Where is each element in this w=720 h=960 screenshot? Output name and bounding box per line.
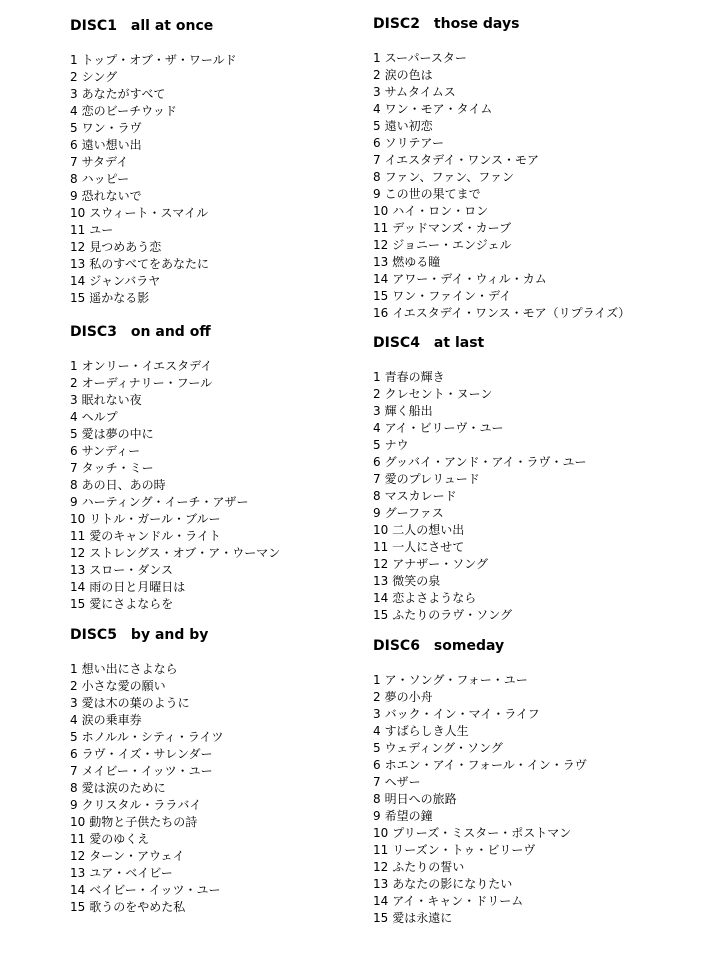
disc-4 — [373, 335, 586, 624]
track-item — [70, 239, 360, 256]
track-number: 13 — [70, 563, 86, 577]
track-title: ウェディング・ソング — [384, 741, 503, 755]
track-title: メイビー・イッツ・ユー — [81, 764, 213, 778]
track-item — [70, 729, 224, 746]
track-title: 愛は木の葉のように — [81, 696, 190, 710]
track-title: 私のすべてをあなたに — [89, 257, 210, 271]
track-number: 1 — [373, 673, 381, 687]
track-item — [373, 386, 586, 403]
track-item — [70, 545, 280, 562]
track-number: 12 — [70, 240, 86, 254]
track-title: スーパースター — [384, 51, 467, 65]
track-title: 恋のビーチウッド — [81, 104, 177, 118]
track-number: 10 — [373, 204, 389, 218]
track-item — [373, 186, 713, 203]
track-item — [373, 237, 713, 254]
track-item — [373, 573, 586, 590]
track-item — [373, 689, 587, 706]
track-title: グーファス — [384, 506, 444, 520]
track-title: サムタイムス — [384, 85, 456, 99]
track-number: 3 — [70, 87, 78, 101]
track-item — [373, 369, 586, 386]
track-title: 愛にさよならを — [89, 597, 174, 611]
track-title: 雨の日と月曜日は — [89, 580, 186, 594]
track-title: ア・ソング・フォー・ユー — [384, 673, 528, 687]
track-title: オンリー・イエスタデイ — [81, 359, 213, 373]
track-title: 微笑の泉 — [392, 574, 441, 588]
track-number: 12 — [373, 860, 389, 874]
track-item — [373, 706, 587, 723]
track-title: アイ・キャン・ドリーム — [392, 894, 524, 908]
track-item — [373, 859, 587, 876]
track-item — [373, 522, 586, 539]
track-item — [70, 712, 224, 729]
track-number: 13 — [70, 866, 86, 880]
track-title: ストレングス・オブ・ア・ウーマン — [89, 546, 281, 560]
track-item — [373, 152, 713, 169]
track-title: ワン・モア・タイム — [384, 102, 493, 116]
track-number: 2 — [373, 690, 381, 704]
track-number: 8 — [70, 781, 78, 795]
track-number: 2 — [70, 376, 78, 390]
track-number: 9 — [373, 809, 381, 823]
track-title: 愛は夢の中に — [81, 427, 154, 441]
track-number: 6 — [373, 758, 381, 772]
track-item — [70, 256, 360, 273]
track-number: 7 — [373, 153, 381, 167]
track-number: 11 — [70, 832, 86, 846]
track-number: 12 — [373, 238, 389, 252]
track-number: 12 — [373, 557, 389, 571]
track-title: クレセント・ヌーン — [384, 387, 493, 401]
track-number: 7 — [373, 472, 381, 486]
track-title: 青春の輝き — [384, 370, 445, 384]
track-title: 見つめあう恋 — [89, 240, 162, 254]
track-title: 一人にさせて — [392, 540, 465, 554]
track-title: 明日への旅路 — [384, 792, 457, 806]
track-item — [70, 154, 360, 171]
track-title: アイ・ビリーヴ・ユー — [384, 421, 504, 435]
track-title: ハイ・ロン・ロン — [392, 204, 489, 218]
track-title: トップ・オブ・ザ・ワールド — [81, 53, 237, 67]
track-number: 6 — [70, 747, 78, 761]
track-item — [70, 222, 360, 239]
track-number: 8 — [70, 172, 78, 186]
track-title: 愛は永遠に — [392, 911, 453, 925]
track-item — [70, 780, 224, 797]
track-item — [373, 740, 587, 757]
track-number: 8 — [373, 489, 381, 503]
track-item — [373, 723, 587, 740]
track-title: ベイビー・イッツ・ユー — [89, 883, 221, 897]
track-item — [373, 118, 713, 135]
track-item — [70, 848, 224, 865]
track-title: バック・イン・マイ・ライフ — [384, 707, 540, 721]
track-number: 10 — [373, 826, 389, 840]
track-title: クリスタル・ララバイ — [81, 798, 202, 812]
track-title: スロー・ダンス — [89, 563, 174, 577]
track-title: リトル・ガール・ブルー — [89, 512, 221, 526]
disc-6 — [373, 638, 587, 927]
track-number: 11 — [373, 540, 389, 554]
track-title: ホノルル・シティ・ライツ — [81, 730, 224, 744]
track-title: あの日、あの時 — [81, 478, 166, 492]
track-number: 5 — [373, 438, 381, 452]
track-item — [70, 120, 360, 137]
track-title: 想い出にさよなら — [81, 662, 178, 676]
track-item — [70, 661, 224, 678]
track-item — [70, 562, 280, 579]
track-title: グッバイ・アンド・アイ・ラヴ・ユー — [384, 455, 587, 469]
track-item — [373, 488, 586, 505]
track-number: 9 — [70, 798, 78, 812]
track-title: 遠い初恋 — [384, 119, 433, 133]
track-number: 5 — [373, 119, 381, 133]
track-number: 8 — [70, 478, 78, 492]
track-item — [373, 774, 587, 791]
track-number: 11 — [373, 843, 389, 857]
track-title: シング — [81, 70, 118, 84]
track-item — [70, 171, 360, 188]
track-title: 眠れない夜 — [81, 393, 142, 407]
track-title: ユー — [89, 223, 114, 237]
track-number: 1 — [373, 370, 381, 384]
track-number: 3 — [373, 707, 381, 721]
track-item — [70, 86, 360, 103]
track-list — [70, 358, 280, 613]
track-item — [373, 607, 586, 624]
track-item — [70, 477, 280, 494]
track-item — [70, 443, 280, 460]
track-number: 11 — [70, 223, 86, 237]
track-item — [70, 899, 224, 916]
track-title: サンディー — [81, 444, 141, 458]
track-number: 13 — [373, 574, 389, 588]
track-item — [373, 254, 713, 271]
track-item — [373, 842, 587, 859]
track-number: 12 — [70, 546, 86, 560]
track-number: 4 — [70, 410, 78, 424]
track-number: 15 — [70, 597, 86, 611]
track-number: 5 — [70, 121, 78, 135]
track-title: デッドマンズ・カーブ — [392, 221, 512, 235]
track-item — [373, 454, 586, 471]
track-item — [373, 203, 713, 220]
track-title: ふたりのラヴ・ソング — [392, 608, 513, 622]
track-title: スウィート・スマイル — [89, 206, 209, 220]
track-title: ホエン・アイ・フォール・イン・ラヴ — [384, 758, 587, 772]
left-column — [70, 18, 360, 914]
track-item — [70, 460, 280, 477]
track-title: ふたりの誓い — [392, 860, 465, 874]
track-number: 16 — [373, 306, 389, 320]
track-number: 14 — [373, 894, 389, 908]
track-number: 15 — [373, 911, 389, 925]
track-number: 10 — [373, 523, 389, 537]
track-list — [373, 369, 586, 624]
track-number: 1 — [373, 51, 381, 65]
track-number: 15 — [373, 289, 389, 303]
track-title: リーズン・トゥ・ビリーヴ — [392, 843, 536, 857]
track-item — [70, 678, 224, 695]
track-number: 2 — [70, 679, 78, 693]
track-item — [70, 511, 280, 528]
track-number: 13 — [70, 257, 86, 271]
track-item — [373, 825, 587, 842]
track-title: 動物と子供たちの詩 — [89, 815, 198, 829]
track-item — [373, 437, 586, 454]
track-title: 涙の乗車券 — [81, 713, 142, 727]
track-item — [373, 220, 713, 237]
track-item — [373, 893, 587, 910]
track-number: 15 — [70, 900, 86, 914]
track-number: 9 — [373, 187, 381, 201]
track-number: 8 — [373, 792, 381, 806]
track-number: 4 — [373, 421, 381, 435]
track-number: 7 — [373, 775, 381, 789]
track-title: 燃ゆる瞳 — [392, 255, 441, 269]
disc-title: DISC1 all at once — [70, 18, 214, 34]
track-number: 15 — [373, 608, 389, 622]
track-title: 輝く船出 — [384, 404, 433, 418]
track-title: 遥かなる影 — [89, 291, 150, 305]
track-number: 4 — [373, 102, 381, 116]
track-item — [70, 409, 280, 426]
track-item — [70, 69, 360, 86]
track-title: ターン・アウェイ — [89, 849, 185, 863]
track-item — [70, 494, 280, 511]
track-title: イエスタデイ・ワンス・モア — [384, 153, 539, 167]
disc-title: DISC6 someday — [373, 638, 505, 654]
track-item — [70, 103, 360, 120]
track-item — [373, 505, 586, 522]
track-title: 二人の想い出 — [392, 523, 465, 537]
track-item — [373, 471, 586, 488]
track-title: 愛のプレリュード — [384, 472, 480, 486]
track-number: 13 — [373, 255, 389, 269]
track-item — [70, 865, 224, 882]
track-item — [373, 403, 586, 420]
track-item — [70, 358, 280, 375]
track-item — [70, 290, 360, 307]
track-item — [70, 596, 280, 613]
track-title: あなたがすべて — [81, 87, 166, 101]
track-number: 5 — [70, 730, 78, 744]
track-number: 14 — [373, 591, 389, 605]
track-item — [373, 67, 713, 84]
track-title: ハーティング・イーチ・アザー — [81, 495, 249, 509]
track-title: ナウ — [384, 438, 409, 452]
track-title: ジャンバラヤ — [89, 274, 161, 288]
track-number: 14 — [70, 580, 86, 594]
track-item — [373, 420, 586, 437]
track-number: 10 — [70, 512, 86, 526]
track-item — [70, 375, 280, 392]
track-number: 3 — [70, 696, 78, 710]
track-number: 8 — [373, 170, 381, 184]
track-title: ハッピー — [81, 172, 130, 186]
track-number: 4 — [373, 724, 381, 738]
track-item — [373, 84, 713, 101]
track-item — [373, 876, 587, 893]
track-title: タッチ・ミー — [81, 461, 154, 475]
disc-title: DISC4 at last — [373, 335, 485, 351]
track-item — [70, 797, 224, 814]
track-number: 3 — [373, 85, 381, 99]
track-title: 歌うのをやめた私 — [89, 900, 186, 914]
track-number: 11 — [373, 221, 389, 235]
track-item — [373, 808, 587, 825]
track-item — [70, 695, 224, 712]
track-number: 2 — [373, 387, 381, 401]
track-number: 4 — [70, 104, 78, 118]
track-number: 4 — [70, 713, 78, 727]
track-title: ヘザー — [384, 775, 421, 789]
track-item — [373, 101, 713, 118]
track-item — [70, 831, 224, 848]
track-number: 14 — [373, 272, 389, 286]
track-number: 14 — [70, 883, 86, 897]
track-item — [70, 188, 360, 205]
track-item — [373, 672, 587, 689]
track-title: 愛のゆくえ — [89, 832, 150, 846]
track-item — [70, 882, 224, 899]
track-title: オーディナリー・フール — [81, 376, 213, 390]
track-number: 5 — [373, 741, 381, 755]
track-item — [70, 763, 224, 780]
track-number: 13 — [373, 877, 389, 891]
track-item — [373, 757, 587, 774]
track-item — [70, 579, 280, 596]
track-title: ワン・ファイン・デイ — [392, 289, 512, 303]
track-title: ラヴ・イズ・サレンダー — [81, 747, 213, 761]
track-title: あなたの影になりたい — [392, 877, 513, 891]
track-title: マスカレード — [384, 489, 457, 503]
track-item — [373, 169, 713, 186]
track-item — [373, 791, 587, 808]
track-title: 希望の鐘 — [384, 809, 433, 823]
track-item — [70, 392, 280, 409]
track-title: ソリテアー — [384, 136, 445, 150]
disc-2 — [373, 16, 713, 322]
track-item — [373, 305, 713, 322]
disc-title: DISC3 on and off — [70, 324, 211, 340]
track-title: 恋よさようなら — [392, 591, 477, 605]
disc-title: DISC2 those days — [373, 16, 520, 32]
track-number: 1 — [70, 53, 78, 67]
track-number: 6 — [373, 136, 381, 150]
track-item — [373, 135, 713, 152]
track-item — [70, 137, 360, 154]
disc-1 — [70, 18, 360, 307]
track-title: この世の果てまで — [384, 187, 481, 201]
track-item — [373, 556, 586, 573]
track-number: 10 — [70, 206, 86, 220]
track-number: 3 — [70, 393, 78, 407]
track-item — [70, 426, 280, 443]
track-item — [70, 273, 360, 290]
track-title: ワン・ラヴ — [81, 121, 142, 135]
track-title: 愛は涙のために — [81, 781, 166, 795]
track-title: ユア・ベイビー — [89, 866, 173, 880]
track-item — [70, 52, 360, 69]
right-column — [373, 16, 713, 925]
disc-title: DISC5 by and by — [70, 627, 209, 643]
track-title: サタデイ — [81, 155, 129, 169]
track-list — [70, 52, 360, 307]
track-number: 14 — [70, 274, 86, 288]
track-number: 15 — [70, 291, 86, 305]
track-item — [373, 288, 713, 305]
track-number: 3 — [373, 404, 381, 418]
track-number: 5 — [70, 427, 78, 441]
track-list — [70, 661, 224, 916]
track-title: ファン、ファン、ファン — [384, 170, 515, 184]
track-number: 1 — [70, 662, 78, 676]
disc-5 — [70, 627, 224, 916]
track-title: 夢の小舟 — [384, 690, 433, 704]
track-number: 7 — [70, 155, 78, 169]
track-item — [70, 814, 224, 831]
disc-3 — [70, 324, 280, 613]
track-number: 2 — [373, 68, 381, 82]
track-item — [70, 205, 360, 222]
track-number: 2 — [70, 70, 78, 84]
track-item — [373, 910, 587, 927]
track-number: 9 — [70, 189, 78, 203]
track-title: 小さな愛の願い — [81, 679, 166, 693]
track-title: 涙の色は — [384, 68, 433, 82]
track-number: 7 — [70, 461, 78, 475]
track-number: 1 — [70, 359, 78, 373]
track-title: イエスタデイ・ワンス・モア（リプライズ） — [392, 306, 631, 320]
track-list — [373, 50, 713, 322]
track-number: 6 — [373, 455, 381, 469]
track-number: 9 — [70, 495, 78, 509]
track-item — [70, 528, 280, 545]
track-title: アナザー・ソング — [392, 557, 489, 571]
track-item — [373, 590, 586, 607]
track-number: 9 — [373, 506, 381, 520]
track-title: 恐れないで — [81, 189, 142, 203]
track-list — [373, 672, 587, 927]
track-title: 愛のキャンドル・ライト — [89, 529, 221, 543]
track-number: 10 — [70, 815, 86, 829]
track-title: アワー・デイ・ウィル・カム — [392, 272, 547, 286]
track-number: 6 — [70, 138, 78, 152]
track-number: 11 — [70, 529, 86, 543]
track-item — [373, 50, 713, 67]
track-title: すばらしき人生 — [384, 724, 469, 738]
track-title: ジョニー・エンジェル — [392, 238, 512, 252]
track-number: 12 — [70, 849, 86, 863]
track-item — [373, 539, 586, 556]
track-number: 6 — [70, 444, 78, 458]
track-title: 遠い想い出 — [81, 138, 142, 152]
track-item — [70, 746, 224, 763]
track-item — [373, 271, 713, 288]
track-title: ヘルプ — [81, 410, 118, 424]
track-title: プリーズ・ミスター・ポストマン — [392, 826, 572, 840]
track-number: 7 — [70, 764, 78, 778]
